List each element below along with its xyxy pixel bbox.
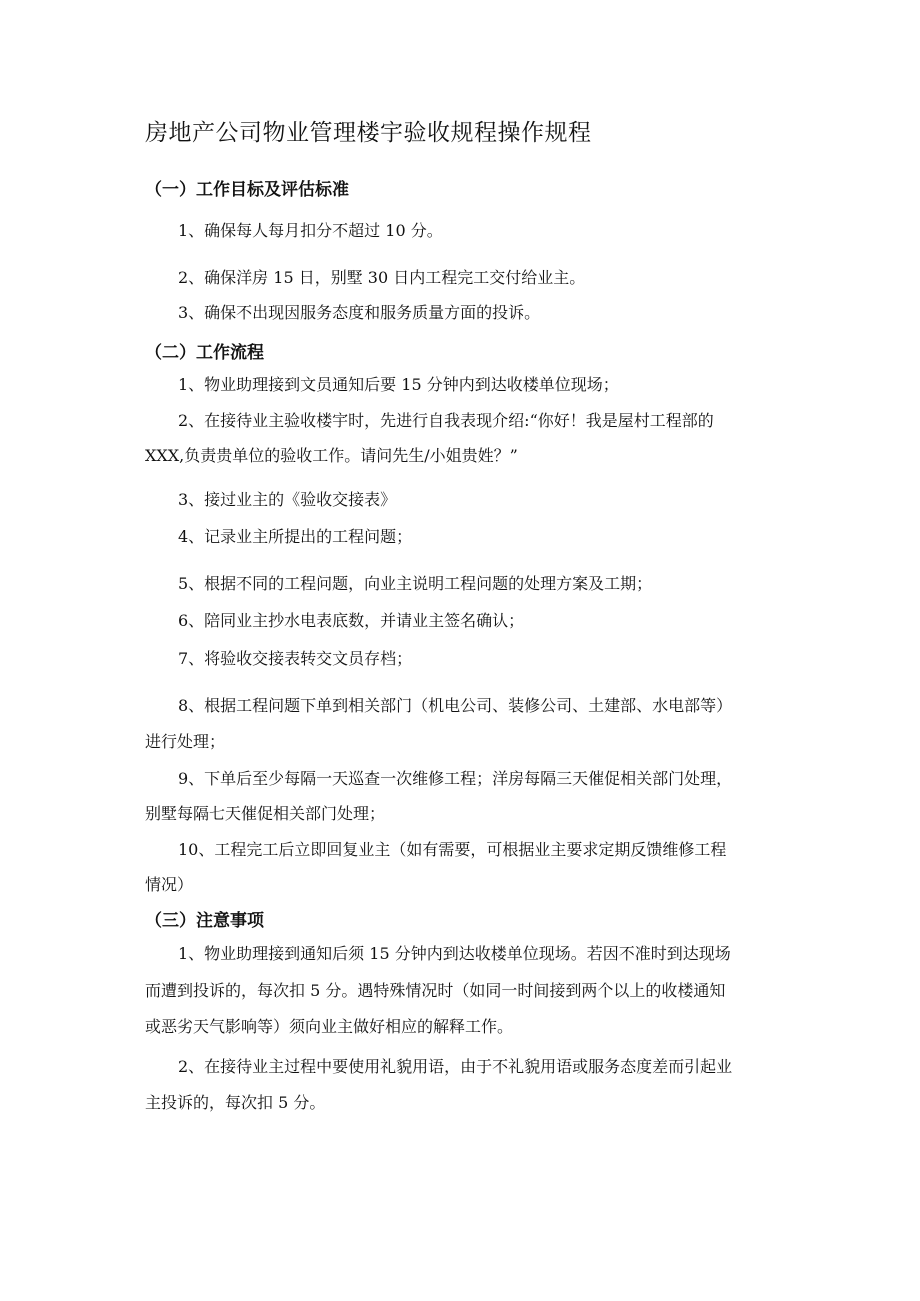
- workflow-item-6: 6、陪同业主抄水电表底数，并请业主签名确认；: [178, 611, 525, 630]
- workflow-item-5: 5、根据不同的工程问题，向业主说明工程问题的处理方案及工期；: [178, 574, 653, 593]
- section-heading-workflow: （二）工作流程: [145, 343, 264, 363]
- goal-item-1: 1、确保每人每月扣分不超过 10 分。: [178, 221, 443, 240]
- workflow-item-9-line-2: 别墅每隔七天催促相关部门处理；: [145, 804, 386, 823]
- note-item-1-line-3: 或恶劣天气影响等）须向业主做好相应的解释工作。: [145, 1017, 514, 1036]
- workflow-item-4: 4、记录业主所提出的工程问题；: [178, 527, 413, 546]
- note-item-2-line-2: 主投诉的，每次扣 5 分。: [145, 1093, 326, 1112]
- workflow-item-2-line-1: 2、在接待业主验收楼宇时，先进行自我表现介绍:“你好！我是屋村工程部的: [178, 411, 714, 430]
- note-item-1-line-1: 1、物业助理接到通知后须 15 分钟内到达收楼单位现场。若因不准时到达现场: [178, 944, 731, 963]
- workflow-item-10-line-1: 10、工程完工后立即回复业主（如有需要，可根据业主要求定期反馈维修工程: [178, 840, 727, 859]
- goal-item-3: 3、确保不出现因服务态度和服务质量方面的投诉。: [178, 303, 541, 322]
- workflow-item-10-line-2: 情况）: [145, 875, 194, 894]
- note-item-2-line-1: 2、在接待业主过程中要使用礼貌用语，由于不礼貌用语或服务态度差而引起业: [178, 1057, 733, 1076]
- workflow-item-2-line-2: XXX,负责贵单位的验收工作。请问先生/小姐贵姓？”: [145, 446, 518, 465]
- workflow-item-3: 3、接过业主的《验收交接表》: [178, 490, 397, 509]
- workflow-item-7: 7、将验收交接表转交文员存档；: [178, 649, 413, 668]
- workflow-item-9-line-1: 9、下单后至少每隔一天巡查一次维修工程；洋房每隔三天催促相关部门处理，: [178, 769, 733, 788]
- document-title: 房地产公司物业管理楼宇验收规程操作规程: [145, 120, 592, 146]
- note-item-1-line-2: 而遭到投诉的，每次扣 5 分。遇特殊情况时（如同一时间接到两个以上的收楼通知: [145, 981, 726, 1000]
- workflow-item-8-line-1: 8、根据工程问题下单到相关部门（机电公司、装修公司、土建部、水电部等）: [178, 696, 733, 715]
- workflow-item-1: 1、物业助理接到文员通知后要 15 分钟内到达收楼单位现场；: [178, 375, 619, 394]
- section-heading-goals: （一）工作目标及评估标准: [145, 180, 349, 200]
- section-heading-notes: （三）注意事项: [145, 911, 264, 931]
- goal-item-2: 2、确保洋房 15 日，别墅 30 日内工程完工交付给业主。: [178, 268, 586, 287]
- workflow-item-8-line-2: 进行处理；: [145, 732, 226, 751]
